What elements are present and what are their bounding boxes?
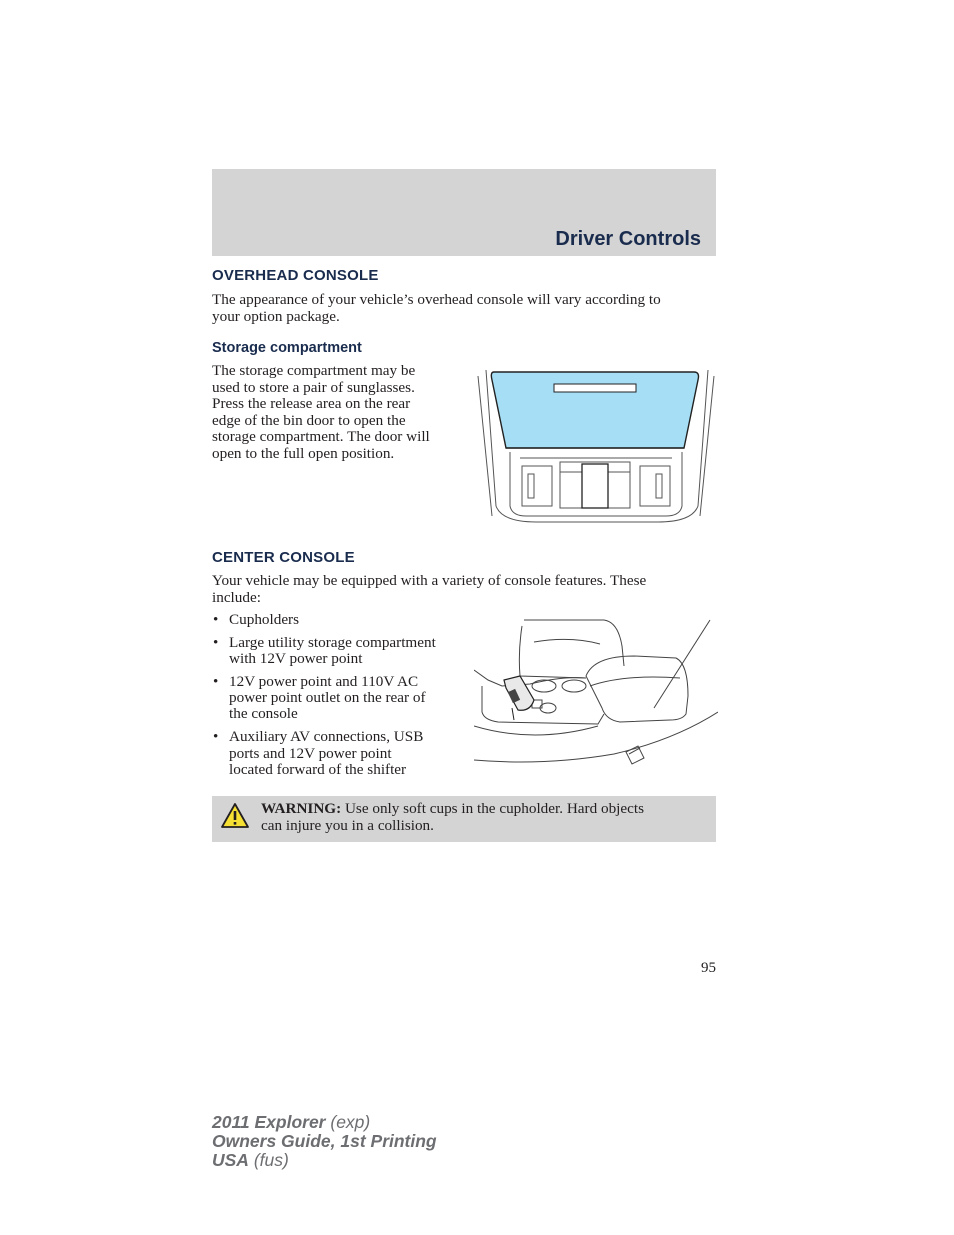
storage-compartment-heading: Storage compartment (212, 340, 362, 356)
list-item-line: Cupholders (229, 611, 300, 628)
storage-text-line: storage compartment. The door will (212, 428, 430, 446)
list-item-line: 12V power point and 110V AC (229, 672, 419, 690)
list-item (212, 674, 467, 723)
section-header-band (212, 169, 716, 256)
list-item (212, 612, 467, 628)
center-console-illustration (474, 616, 718, 782)
overhead-console-intro (212, 292, 717, 325)
warning-triangle-icon (220, 802, 250, 830)
storage-text-line: edge of the bin door to open the (212, 411, 406, 429)
overhead-console-heading: OVERHEAD CONSOLE (212, 267, 379, 284)
list-item-line: the console (229, 705, 298, 723)
list-item (212, 635, 467, 668)
footer-model-code: (exp) (325, 1112, 371, 1132)
overhead-console-illustration (476, 366, 718, 526)
bullet-icon: • (213, 633, 219, 651)
list-item-line: with 12V power point (229, 650, 363, 668)
list-item (212, 729, 467, 778)
list-item-line: Auxiliary AV connections, USB (229, 728, 424, 746)
bullet-icon: • (213, 728, 219, 746)
warning-line (261, 800, 701, 817)
overhead-intro-line: The appearance of your vehicle’s overhead console will vary according to (212, 291, 661, 308)
overhead-intro-line: your option package. (212, 307, 340, 325)
list-item-line: power point outlet on the rear of (229, 689, 426, 707)
storage-text-line: Press the release area on the rear (212, 395, 411, 413)
list-item-line: ports and 12V power point (229, 744, 392, 762)
storage-compartment-text (212, 363, 477, 463)
document-footer (212, 1113, 437, 1170)
list-item-line: Large utility storage compartment (229, 633, 436, 651)
footer-market-code: (fus) (248, 1150, 289, 1170)
warning-label: WARNING: (261, 800, 342, 817)
storage-text-line: used to store a pair of sunglasses. (212, 378, 415, 396)
console-features-list (212, 612, 467, 785)
list-item-line: located forward of the shifter (229, 760, 407, 778)
storage-text-line: open to the full open position. (212, 444, 395, 462)
center-console-intro (212, 573, 717, 606)
footer-market: USA (212, 1150, 249, 1170)
center-intro-line: include: (212, 588, 261, 606)
footer-edition: Owners Guide, 1st Printing (212, 1131, 437, 1151)
center-console-heading: CENTER CONSOLE (212, 549, 355, 566)
warning-box (212, 796, 716, 842)
center-intro-line: Your vehicle may be equipped with a variety of console features. These (212, 572, 647, 589)
warning-line: can injure you in a collision. (261, 817, 434, 834)
footer-model: 2011 Explorer (212, 1112, 326, 1132)
footer-line (212, 1132, 437, 1151)
storage-text-line: The storage compartment may be (212, 362, 416, 379)
footer-line (212, 1151, 437, 1170)
section-title: Driver Controls (555, 228, 701, 250)
bullet-icon: • (213, 611, 219, 628)
footer-line (212, 1113, 437, 1132)
bullet-icon: • (213, 672, 219, 690)
page-number: 95 (701, 960, 716, 976)
warning-text (261, 800, 701, 834)
warning-message: Use only soft cups in the cupholder. Hard objects (341, 800, 645, 817)
